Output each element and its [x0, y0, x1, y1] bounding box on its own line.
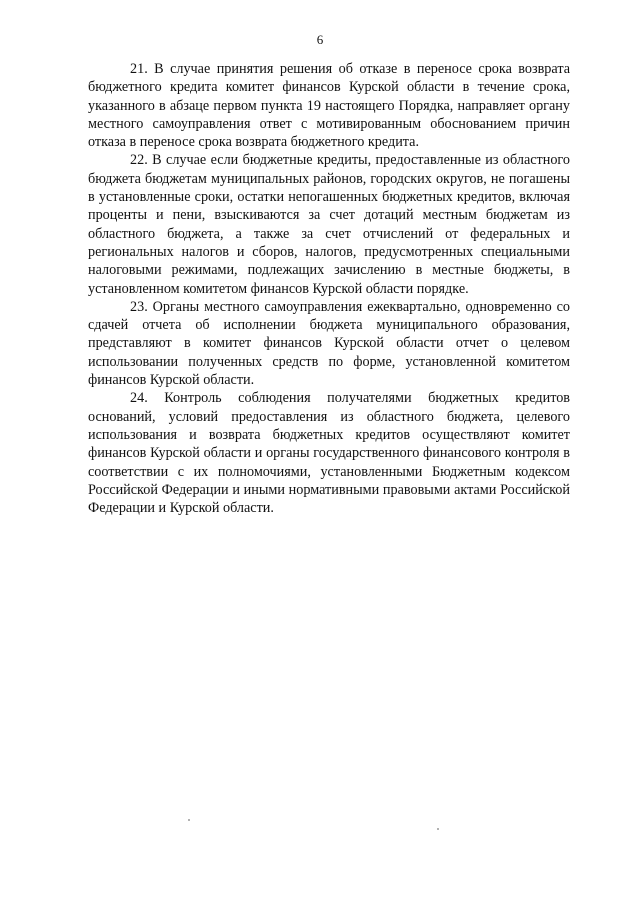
scan-speck	[188, 819, 190, 821]
paragraph-21: 21. В случае принятия решения об отказе в переносе срока возврата бюджетного кредита комитет финансов Курской области в течение срока, указанного в абзаце первом пункта 19 настоящего Порядка, направляет органу местного самоуправления ответ с мотивированным обоснованием причин отказа в переносе срока возврата бюджетного кредита.	[88, 61, 570, 151]
paragraph-22: 22. В случае если бюджетные кредиты, предоставленные из областного бюджета бюджетам муниципальных районов, городских округов, не погашены в установленные сроки, остатки непогашенных бюджетных кредитов, включая проценты и пени, взыскиваются за счет дотаций местным бюджетам из областного бюджета, а также за счет отчислений от федеральных и региональных налогов и сборов, налогов, предусмотренных специальными налоговыми режимами, подлежащих зачислению в местные бюджеты, в установленном комитетом финансов Курской области порядке.	[88, 152, 570, 297]
paragraph-23: 23. Органы местного самоуправления ежеквартально, одновременно со сдачей отчета об исполнении бюджета муниципального образования, представляют в комитет финансов Курской области отчет о целевом использовании полученных средств по форме, установленной комитетом финансов Курской области.	[88, 298, 570, 389]
scan-speck	[437, 828, 439, 830]
page-number: 6	[316, 32, 324, 47]
paragraph-24: 24. Контроль соблюдения получателями бюджетных кредитов оснований, условий предоставления из областного бюджета, целевого использования и возврата бюджетных кредитов осуществляют комитет финансов Курской области и органы государственного финансового контроля в соответствии с их полномочиями, установленными Бюджетным кодексом Российской Федерации и иными нормативными правовыми актами Российской Федерации и Курской области.	[88, 390, 570, 517]
document-body	[88, 60, 570, 517]
